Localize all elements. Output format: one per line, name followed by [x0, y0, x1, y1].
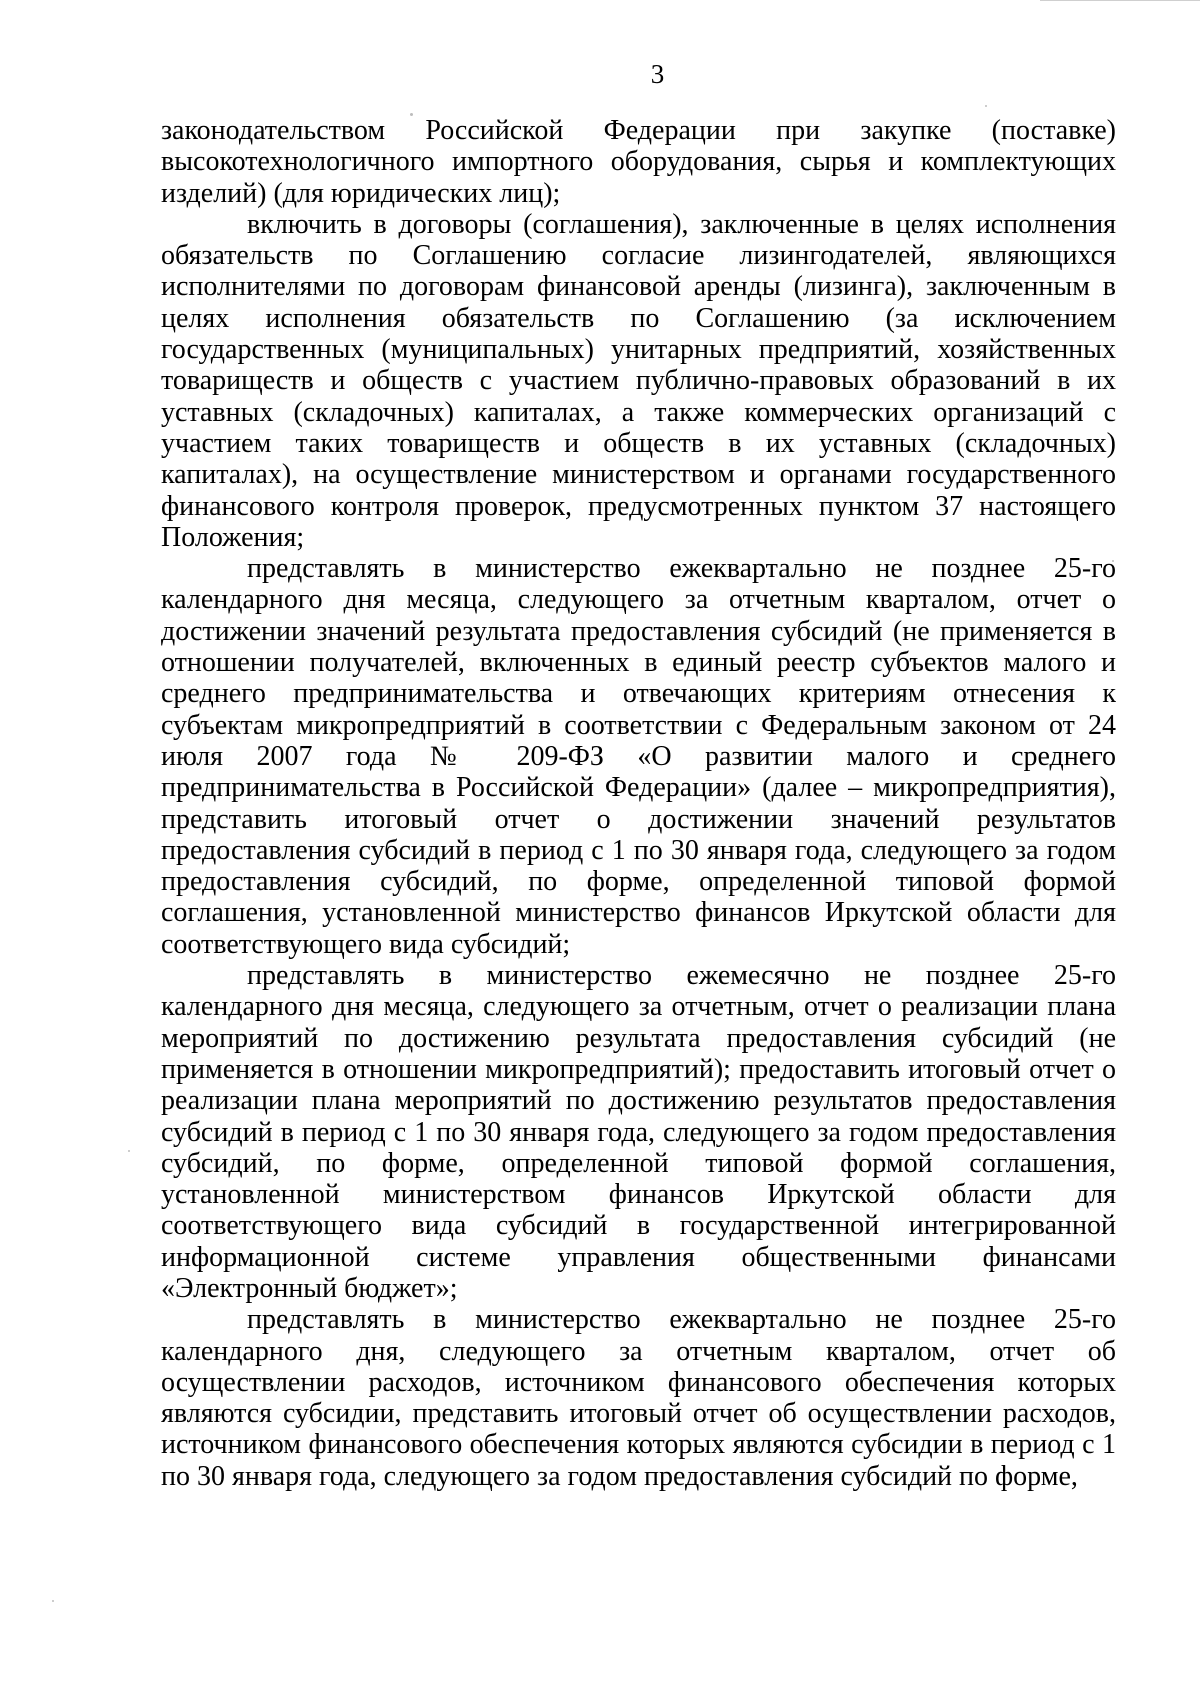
scan-speck — [128, 1150, 130, 1152]
document-body — [161, 115, 1116, 1492]
paragraph-5: представлять в министерство ежеквартально не позднее 25-го календарного дня, следующего за отчетным кварталом, отчет об осуществлении расходов, источником финансового обеспечения которых являются субсидии, представить итоговый отчет об осуществлении расходов, источником финансового обеспечения которых являются субсидии в период с 1 по 30 января года, следующего за годом предоставления субсидий по форме, — [161, 1304, 1116, 1492]
paragraph-2: включить в договоры (соглашения), заключенные в целях исполнения обязательств по Соглашению согласие лизингодателей, являющихся исполнителями по договорам финансовой аренды (лизинга), заключенным в целях исполнения обязательств по Соглашению (за исключением государственных (муниципальных) унитарных предприятий, хозяйственных товариществ и обществ с участием публично-правовых образований в их уставных (складочных) капиталах, а также коммерческих организаций с участием таких товариществ и обществ в их уставных (складочных) капиталах), на осуществление министерством и органами государственного финансового контроля проверок, предусмотренных пунктом 37 настоящего Положения; — [161, 208, 1116, 553]
page-number: 3 — [650, 59, 665, 89]
paragraph-3: представлять в министерство ежеквартально не позднее 25-го календарного дня месяца, следующего за отчетным кварталом, отчет о достижении значений результата предоставления субсидий (не применяется в отношении получателей, включенных в единый реестр субъектов малого и среднего предпринимательства и отвечающих критериям отнесения к субъектам микропредприятий в соответствии с Федеральным законом от 24 июля 2007 года № 209-ФЗ «О развитии малого и среднего предпринимательства в Российской Федерации» (далее – микропредприятия), представить итоговый отчет о достижении значений результатов предоставления субсидий в период с 1 по 30 января года, следующего за годом предоставления субсидий, по форме, определенной типовой формой соглашения, установленной министерство финансов Иркутской области для соответствующего вида субсидий; — [161, 553, 1116, 960]
scan-speck — [985, 105, 987, 107]
paragraph-1: законодательством Российской Федерации при закупке (поставке) высокотехнологичного импортного оборудования, сырья и комплектующих изделий) (для юридических лиц); — [161, 115, 1116, 209]
scan-edge-line — [1040, 0, 1200, 1]
paragraph-4: представлять в министерство ежемесячно не позднее 25-го календарного дня месяца, следующего за отчетным, отчет о реализации плана мероприятий по достижению результата предоставления субсидий (не применяется в отношении микропредприятий); предоставить итоговый отчет о реализации плана мероприятий по достижению результатов предоставления субсидий в период с 1 по 30 января года, следующего за годом предоставления субсидий, по форме, определенной типовой формой соглашения, установленной министерством финансов Иркутской области для соответствующего вида субсидий в государственной интегрированной информационной системе управления общественными финансами «Электронный бюджет»; — [161, 960, 1116, 1304]
scan-speck — [52, 1600, 54, 1602]
